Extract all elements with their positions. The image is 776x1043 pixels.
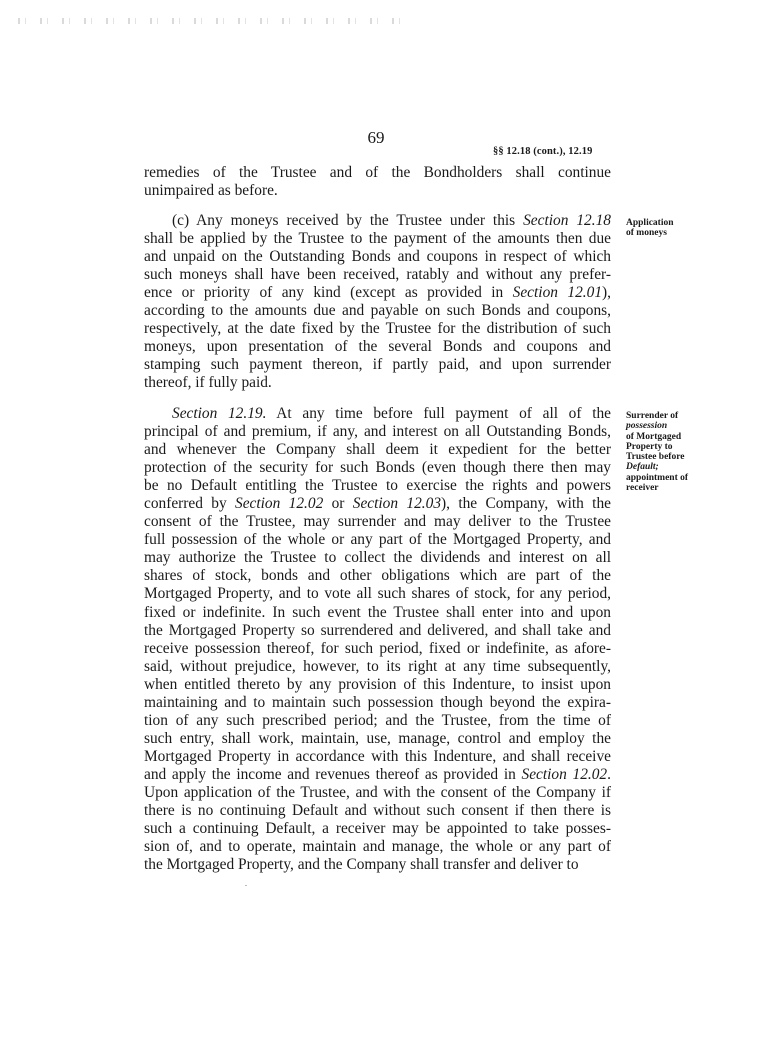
text-line: thereof, if fully paid. (144, 374, 272, 392)
text-line: there is no continuing Default and without such consent if then there is (144, 802, 611, 820)
scan-artifact-strip (18, 18, 403, 24)
running-head: §§ 12.18 (cont.), 12.19 (493, 146, 593, 157)
text-line: full possession of the whole or any part of the Mortgaged Property, and (144, 531, 611, 549)
text-line: stamping such payment thereon, if partly paid, and upon surrender (144, 356, 611, 374)
text-line: according to the amounts due and payable on such Bonds and coupons, (144, 302, 611, 320)
margin-note-line: Property to (626, 441, 673, 452)
text-line: and whenever the Company shall deem it expedient for the better (144, 441, 611, 459)
margin-note-line: appointment of (626, 472, 689, 483)
text-line: such entry, shall work, maintain, use, manage, control and employ the (144, 729, 611, 747)
text-line: unimpaired as before. (144, 182, 278, 200)
text-line: such moneys shall have been received, ratably and without any prefer- (144, 266, 611, 284)
margin-note-surrender-of-possession (626, 411, 706, 493)
paragraph-section-12-19 (144, 405, 611, 874)
text-line: Mortgaged Property in accordance with this Indenture, and shall receive (144, 747, 611, 765)
page-number-text: 69 (367, 128, 385, 147)
text-line: when entitled thereto by any provision of this Indenture, to insist upon (144, 675, 611, 693)
text-line: Section 12.19. At any time before full payment of all of the (172, 405, 611, 422)
text-line: and unpaid on the Outstanding Bonds and coupons in respect of which (144, 248, 611, 266)
text-line: said, without prejudice, however, to its right at any time subsequently, (144, 657, 611, 675)
text-line: the Mortgaged Property, and the Company shall transfer and deliver to (144, 856, 579, 874)
text-line: may authorize the Trustee to collect the dividends and interest on all (144, 549, 611, 567)
text-line: protection of the security for such Bonds (even though there then may (144, 459, 611, 477)
text-line: Mortgaged Property, and to vote all such shares of stock, for any period, (144, 585, 611, 603)
text-line: (c) Any moneys received by the Trustee under this Section 12.18 (172, 212, 611, 229)
text-line: and apply the income and revenues thereof as provided in Section 12.02. (144, 765, 611, 783)
text-line: Upon application of the Trustee, and with the consent of the Company if (144, 783, 611, 801)
text-line: shares of stock, bonds and other obligations which are part of the (144, 567, 611, 585)
text-line: principal of and premium, if any, and interest on all Outstanding Bonds, (144, 423, 611, 441)
margin-note-line: Trustee before (626, 452, 685, 463)
text-line: tion of any such prescribed period; and the Trustee, from the time of (144, 711, 611, 729)
scan-speck (245, 885, 247, 886)
text-line: be no Default entitling the Trustee to exercise the rights and powers (144, 477, 611, 495)
text-line: ence or priority of any kind (except as provided in Section 12.01), (144, 284, 611, 302)
margin-note-line: Application (626, 218, 674, 228)
margin-note-application-of-moneys (626, 218, 706, 239)
text-line: remedies of the Trustee and of the Bondholders shall continue (144, 164, 611, 181)
margin-note-line: receiver (626, 483, 659, 494)
margin-note-line: Default; (626, 462, 659, 473)
text-line: maintaining and to maintain such possession though beyond the expira- (144, 693, 611, 711)
text-line: sion of, and to operate, maintain and manage, the whole or any part of (144, 838, 611, 856)
text-line: consent of the Trustee, may surrender and may deliver to the Trustee (144, 513, 611, 531)
text-line: fixed or indefinite. In such event the Trustee shall enter into and upon (144, 603, 611, 621)
text-line: the Mortgaged Property so surrendered and delivered, and shall take and (144, 621, 611, 639)
text-line: respectively, at the date fixed by the Trustee for the distribution of such (144, 320, 611, 338)
text-line: such a continuing Default, a receiver may be appointed to take posses- (144, 820, 611, 838)
margin-note-line: Surrender of (626, 411, 679, 421)
margin-note-line: possession (626, 421, 668, 432)
margin-note-line: of moneys (626, 228, 667, 239)
text-line: shall be applied by the Trustee to the payment of the amounts then due (144, 230, 611, 248)
page-number (0, 128, 776, 148)
text-line: receive possession thereof, for such period, fixed or indefinite, as afore- (144, 639, 611, 657)
margin-note-line: of Mortgaged (626, 431, 682, 442)
text-line: moneys, upon presentation of the several Bonds and coupons and (144, 338, 611, 356)
text-line: conferred by Section 12.02 or Section 12.03), the Company, with the (144, 495, 611, 513)
paragraph-section-12-18-c (144, 212, 611, 392)
paragraph-continuation (144, 164, 611, 200)
